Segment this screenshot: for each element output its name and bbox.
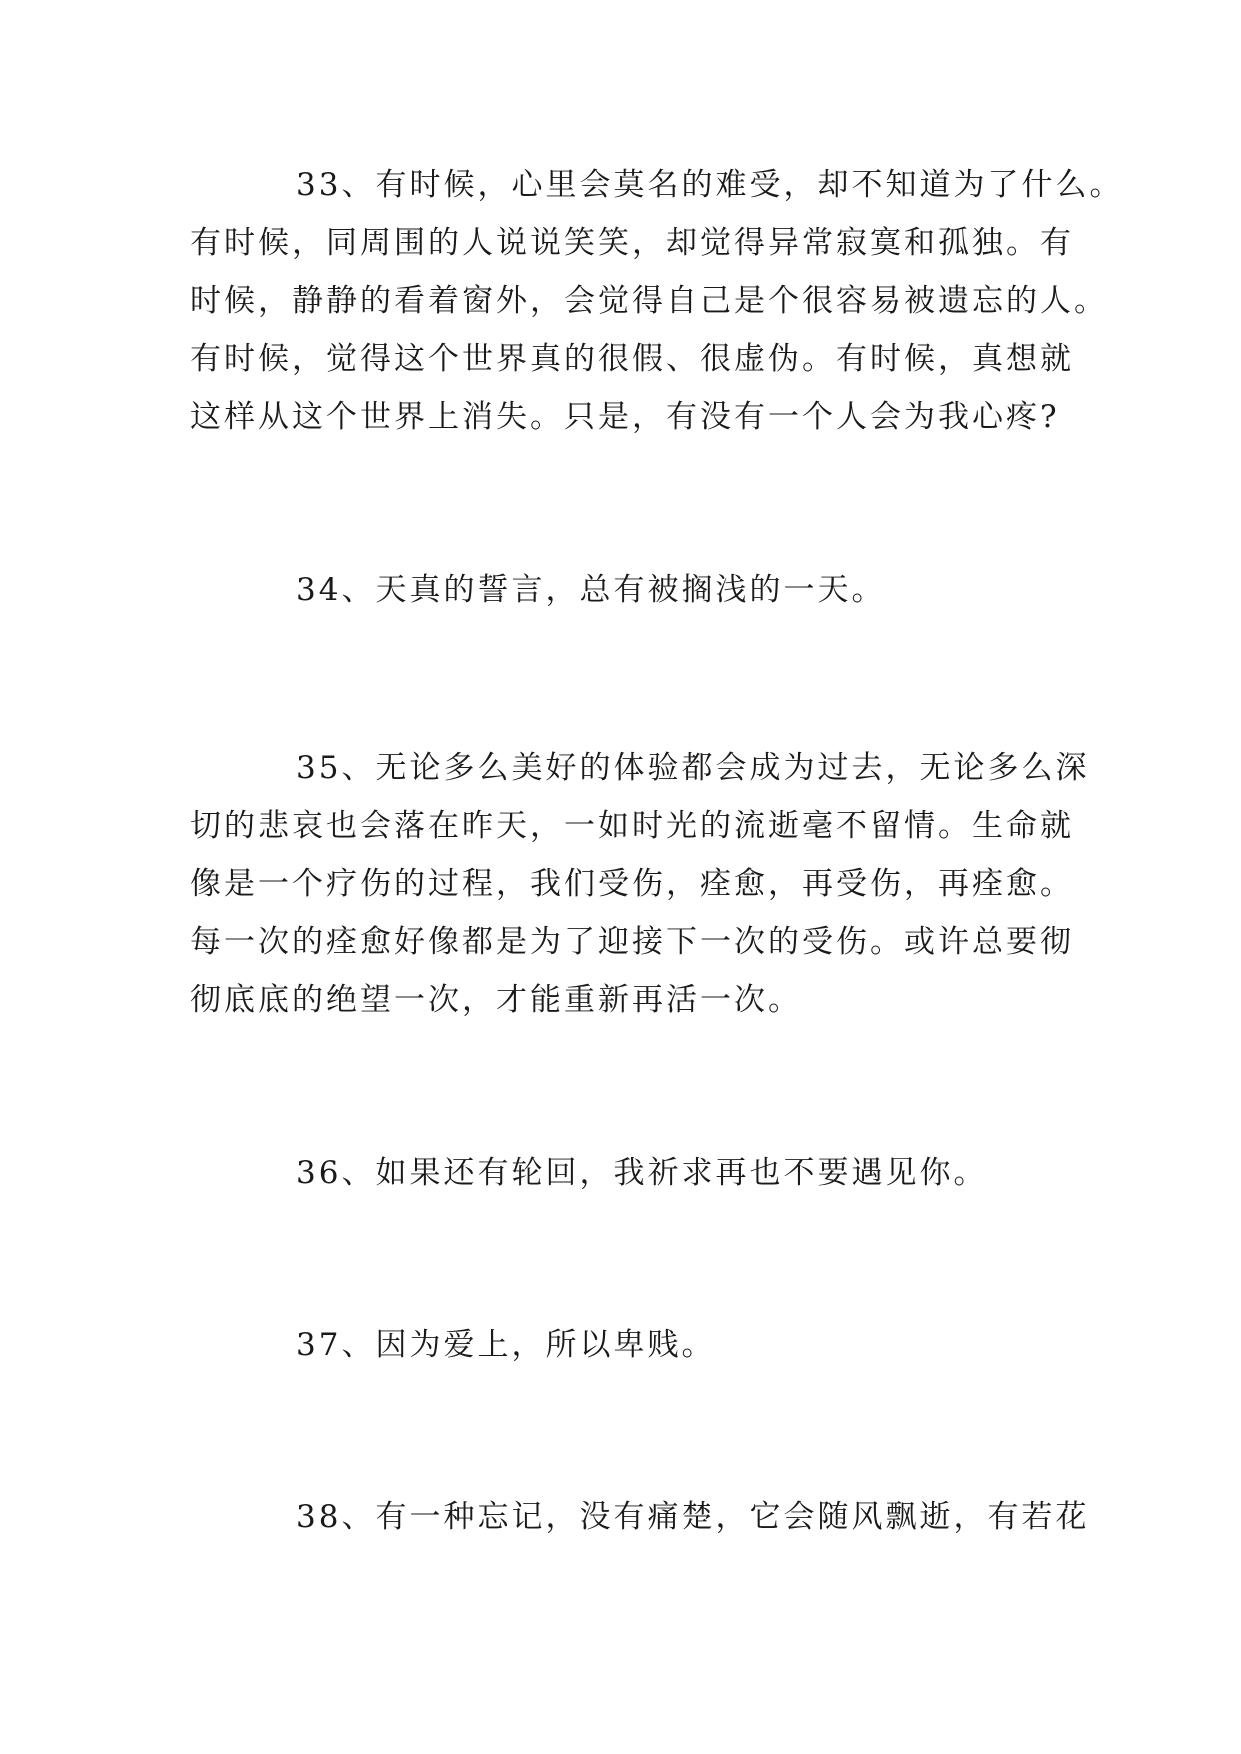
paragraph-line: 每一次的痊愈好像都是为了迎接下一次的受伤。或许总要彻 — [190, 924, 1074, 960]
paragraph-line: 这样从这个世界上消失。只是，有没有一个人会为我心疼? — [190, 399, 1060, 435]
paragraph-line: 38、有一种忘记，没有痛楚，它会随风飘逝，有若花 — [296, 1499, 1090, 1535]
paragraph-line: 37、因为爱上，所以卑贱。 — [296, 1327, 716, 1363]
paragraph-line: 时候，静静的看着窗外，会觉得自己是个很容易被遗忘的人。 — [190, 283, 1108, 319]
paragraph-line: 33、有时候，心里会莫名的难受，却不知道为了什么。 — [296, 167, 1124, 203]
paragraph-line: 34、天真的誓言，总有被搁浅的一天。 — [296, 572, 886, 608]
paragraph-line: 36、如果还有轮回，我祈求再也不要遇见你。 — [296, 1155, 988, 1191]
paragraph-line: 切的悲哀也会落在昨天，一如时光的流逝毫不留情。生命就 — [190, 808, 1074, 844]
paragraph-line: 有时候，觉得这个世界真的很假、很虚伪。有时候，真想就 — [190, 341, 1074, 377]
paragraph-line: 35、无论多么美好的体验都会成为过去，无论多么深 — [296, 750, 1090, 786]
paragraph-line: 有时候，同周围的人说说笑笑，却觉得异常寂寞和孤独。有 — [190, 225, 1074, 261]
paragraph-line: 像是一个疗伤的过程，我们受伤，痊愈，再受伤，再痊愈。 — [190, 866, 1074, 902]
paragraph-line: 彻底底的绝望一次，才能重新再活一次。 — [190, 982, 802, 1018]
